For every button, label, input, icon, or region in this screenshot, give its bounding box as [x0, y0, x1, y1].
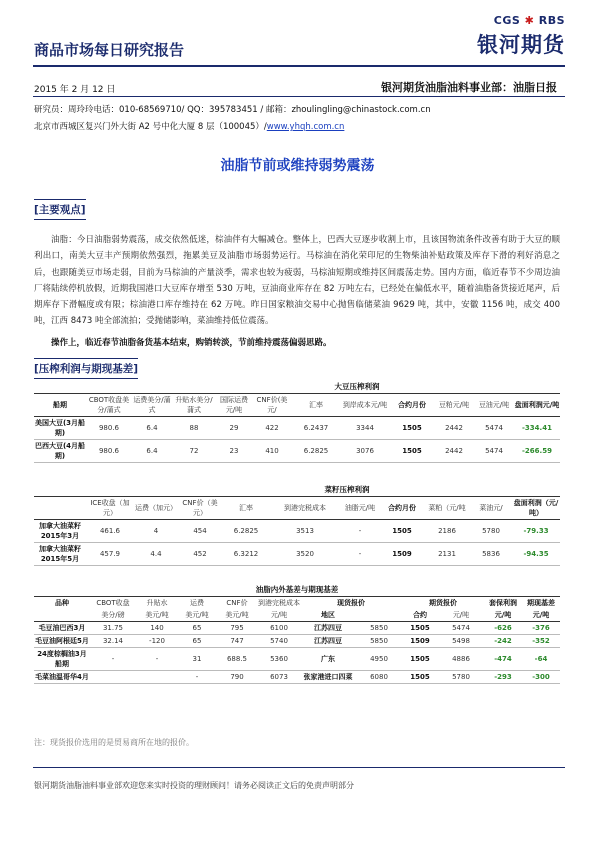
- table-cell: 江苏四豆: [300, 622, 356, 635]
- table-cell: 5836: [470, 543, 512, 566]
- table-cell: -: [136, 648, 178, 671]
- table-cell: 5498: [438, 635, 484, 648]
- table-cell: 5474: [438, 622, 484, 635]
- soy-crush-table: [34, 381, 560, 463]
- col-header: 期现基差: [522, 597, 560, 610]
- table-row: [34, 543, 560, 566]
- table-cell: -626: [484, 622, 522, 635]
- table-cell: 6.4: [132, 440, 172, 463]
- table-row: [34, 440, 560, 463]
- basis-table: [34, 584, 560, 684]
- table-cell: 巴西大豆(4月船期): [34, 440, 86, 463]
- table-cell: 1505: [390, 417, 434, 440]
- table-cell: 5850: [356, 622, 402, 635]
- col-header: 豆粕元/吨: [434, 394, 474, 417]
- col-subheader: 元/吨: [258, 609, 300, 622]
- col-subheader: 美元/吨: [136, 609, 178, 622]
- table-cell: 65: [178, 635, 216, 648]
- table-row: [34, 622, 560, 635]
- table-cell: 6.2825: [222, 520, 270, 543]
- table-cell: 29: [216, 417, 252, 440]
- table-cell: 5740: [258, 635, 300, 648]
- table-cell: 1509: [380, 543, 424, 566]
- table-row: [34, 417, 560, 440]
- table-cell: -: [340, 543, 380, 566]
- col-header: 到岸成本元/吨: [340, 394, 390, 417]
- col-subheader: 美分/磅: [90, 609, 136, 622]
- table-cell: 4: [134, 520, 178, 543]
- table-cell: -94.35: [512, 543, 560, 566]
- rapeseed-table-title: 菜籽压榨利润: [324, 485, 370, 494]
- col-subheader: 元/吨: [438, 609, 484, 622]
- table-cell: -120: [136, 635, 178, 648]
- col-header: ICE收盘（加元）: [86, 497, 134, 520]
- table-cell: 980.6: [86, 440, 132, 463]
- col-header: CBOT收盘: [90, 597, 136, 610]
- table-cell: 2442: [434, 417, 474, 440]
- col-header: 品种: [34, 597, 90, 610]
- address-line: [34, 120, 344, 132]
- logo-block: [477, 14, 565, 59]
- table-cell: -376: [522, 622, 560, 635]
- table-cell: 6.3212: [222, 543, 270, 566]
- col-header: 菜粕（元/吨: [424, 497, 470, 520]
- col-header: 现货报价: [300, 597, 402, 610]
- col-header: 合约月份: [380, 497, 424, 520]
- table-cell: 790: [216, 671, 258, 684]
- col-header: CNF价: [216, 597, 258, 610]
- table-cell: -64: [522, 648, 560, 671]
- col-subheader: 合约: [402, 609, 438, 622]
- table-cell: 795: [216, 622, 258, 635]
- col-header: 汇率: [222, 497, 270, 520]
- table-cell: 410: [252, 440, 292, 463]
- table-cell: 1505: [402, 671, 438, 684]
- table-cell: -266.59: [514, 440, 560, 463]
- col-header: 到港完税成本: [258, 597, 300, 610]
- col-header: CNF价(美元/: [252, 394, 292, 417]
- table-cell: 747: [216, 635, 258, 648]
- table-cell: 毛豆油阿根廷5月: [34, 635, 90, 648]
- table-cell: -: [340, 520, 380, 543]
- footer-disclaimer: 银河期货油脂油料事业部欢迎您来实时投资的理财顾问！请务必阅读正文后的免责声明部分: [34, 781, 354, 790]
- table-cell: -: [178, 671, 216, 684]
- col-header: CNF价（美元）: [178, 497, 222, 520]
- table-cell: 23: [216, 440, 252, 463]
- report-series-title: 商品市场每日研究报告: [34, 41, 185, 59]
- table-cell: 6.2437: [292, 417, 340, 440]
- table-cell: 6100: [258, 622, 300, 635]
- table-cell: 4886: [438, 648, 484, 671]
- table-cell: 5850: [356, 635, 402, 648]
- table-cell: [90, 671, 136, 684]
- table-cell: 32.14: [90, 635, 136, 648]
- col-header: 运费: [178, 597, 216, 610]
- col-subheader: 地区: [300, 609, 356, 622]
- col-header: 期货报价: [402, 597, 484, 610]
- cgs-rbs-logo: [477, 14, 565, 27]
- main-view-paragraph: 油脂：今日油脂弱势震荡，成交依然低迷，棕油伴有大幅减仓。整体上，巴西大豆逐步收割上市，且该国物流条件改善有助于大豆的顺利出口，南美大豆丰产预期依然强烈，拖累美豆及油脂市场弱势运行。马棕油在消化荣印尼的生物柴油补贴政策及库存下滑的利好消息之后，也跟随美豆市场走弱，目前为马棕油的产量淡季，需求也较为疲弱，马棕油短期或维持区间震荡走势。国内方面，临近春节不少周边油厂将陆续停机放假，近期我国港口大豆库存增至 530 万吨，豆油商业库存在 82 万吨左右，已经处在偏低水平，随着油脂备货接近尾声，后期库存下滑幅度或有限；棕油港口库存维持在 62 万吨。昨日国家粮油交易中心抛售临储菜油 9629 吨，其中，安徽 1156 吨，成交 400 吨，江西 8473 吨全部流拍；受抛储影响，菜油维持低位震荡。: [34, 235, 560, 327]
- table-cell: 2442: [434, 440, 474, 463]
- table-cell: 加拿大油菜籽2015年3月: [34, 520, 86, 543]
- info-rule: [33, 96, 565, 97]
- table-cell: 461.6: [86, 520, 134, 543]
- cgs-logo: CGS: [493, 14, 521, 27]
- table-cell: -79.33: [512, 520, 560, 543]
- table-cell: -334.41: [514, 417, 560, 440]
- table-cell: 3513: [270, 520, 340, 543]
- address-text: 北京市西城区复兴门外大街 A2 号中化大厦 8 层（100045）/: [34, 122, 267, 132]
- basis-table-header: [34, 597, 560, 610]
- table-cell: 美国大豆(3月船期): [34, 417, 86, 440]
- logo-separator-icon: ✱: [524, 14, 539, 27]
- table-cell: 5780: [470, 520, 512, 543]
- rapeseed-table-header: [34, 497, 560, 520]
- col-header: 汇率: [292, 394, 340, 417]
- table-cell: -352: [522, 635, 560, 648]
- table-cell: -242: [484, 635, 522, 648]
- table-cell: 4950: [356, 648, 402, 671]
- table-row: [34, 671, 560, 684]
- table-cell: 88: [172, 417, 216, 440]
- footer-rule: [33, 767, 565, 768]
- col-header: 到港完税成本: [270, 497, 340, 520]
- table-row: [34, 635, 560, 648]
- table-row: [34, 520, 560, 543]
- table-cell: -300: [522, 671, 560, 684]
- table-cell: 6073: [258, 671, 300, 684]
- header-rule: [33, 65, 565, 67]
- table-cell: 张家港进口四菜: [300, 671, 356, 684]
- basis-table-subheader: [34, 609, 560, 622]
- table-cell: 加拿大油菜籽2015年5月: [34, 543, 86, 566]
- col-header: 菜油元/: [470, 497, 512, 520]
- col-header: 国际运费元/吨: [216, 394, 252, 417]
- table-cell: 1505: [380, 520, 424, 543]
- table-cell: 452: [178, 543, 222, 566]
- table-cell: 422: [252, 417, 292, 440]
- table-cell: 72: [172, 440, 216, 463]
- table-cell: 毛豆油巴西3月: [34, 622, 90, 635]
- table-cell: [136, 671, 178, 684]
- col-subheader: 美元/吨: [216, 609, 258, 622]
- col-subheader: [34, 609, 90, 622]
- section-heading-main-view: [主要观点]: [34, 199, 86, 220]
- table-cell: 1505: [402, 648, 438, 671]
- table-cell: 2131: [424, 543, 470, 566]
- researcher-info: 研究员：周玲玲电话：010-68569710/ QQ：395783451 / 邮箱：zhoulingling@chinastock.com.cn: [34, 105, 431, 115]
- table-cell: 31: [178, 648, 216, 671]
- website-link[interactable]: www.yhqh.com.cn: [266, 122, 345, 132]
- col-header: 油脂元/吨: [340, 497, 380, 520]
- table-cell: 3076: [340, 440, 390, 463]
- col-header: 合约月份: [390, 394, 434, 417]
- table-row: [34, 648, 560, 671]
- col-header: [34, 497, 86, 520]
- table-cell: 1505: [402, 622, 438, 635]
- table-cell: 6080: [356, 671, 402, 684]
- table-cell: 688.5: [216, 648, 258, 671]
- soy-table-header: [34, 394, 560, 417]
- table-cell: 江苏四豆: [300, 635, 356, 648]
- col-header: CBOT收盘美分/蒲式: [86, 394, 132, 417]
- table-cell: 4.4: [134, 543, 178, 566]
- table-cell: 3520: [270, 543, 340, 566]
- conclusion-text: 操作上，临近春节油脂备货基本结束，购销转淡，节前维持震荡偏弱思路。: [51, 338, 332, 348]
- brand-name: 银河期货: [477, 33, 565, 57]
- table-cell: 457.9: [86, 543, 134, 566]
- table-cell: 980.6: [86, 417, 132, 440]
- col-subheader: 美元/吨: [178, 609, 216, 622]
- col-header: 升贴水美分/蒲式: [172, 394, 216, 417]
- table-cell: 6.4: [132, 417, 172, 440]
- main-title: 油脂节前或维持弱势震荡: [220, 158, 375, 174]
- table-cell: 广东: [300, 648, 356, 671]
- report-date: 2015 年 2 月 12 日: [34, 85, 116, 95]
- table-cell: 毛菜油温哥华4月: [34, 671, 90, 684]
- table-cell: 140: [136, 622, 178, 635]
- table-cell: 3344: [340, 417, 390, 440]
- table-cell: -293: [484, 671, 522, 684]
- col-header: 盘面利润元/吨: [514, 394, 560, 417]
- col-subheader: 元/吨: [522, 609, 560, 622]
- table-cell: 65: [178, 622, 216, 635]
- col-header: 盘面利润（元/吨）: [512, 497, 560, 520]
- col-subheader: 元/吨: [484, 609, 522, 622]
- col-header: 豆油元/吨: [474, 394, 514, 417]
- table-cell: 5474: [474, 417, 514, 440]
- table-note: 注：现货报价选用的是贸易商所在地的报价。: [34, 738, 194, 747]
- table-cell: 5474: [474, 440, 514, 463]
- table-cell: -: [90, 648, 136, 671]
- col-subheader: [356, 609, 402, 622]
- col-header: 船期: [34, 394, 86, 417]
- table-cell: 6.2825: [292, 440, 340, 463]
- table-cell: 454: [178, 520, 222, 543]
- rbs-logo: RBS: [538, 14, 565, 27]
- col-header: 升贴水: [136, 597, 178, 610]
- table-cell: 2186: [424, 520, 470, 543]
- table-cell: 5360: [258, 648, 300, 671]
- rapeseed-crush-table: [34, 484, 560, 566]
- table-cell: 1509: [402, 635, 438, 648]
- col-header: 运费美分/蒲式: [132, 394, 172, 417]
- department-title: 银河期货油脂油料事业部：油脂日报: [381, 81, 557, 94]
- table-cell: 31.75: [90, 622, 136, 635]
- soy-table-title: 大豆压榨利润: [334, 382, 380, 391]
- section-heading-crush-basis: [压榨利润与期现基差]: [34, 358, 138, 379]
- col-header: 运费（加元）: [134, 497, 178, 520]
- col-header: 套保利润: [484, 597, 522, 610]
- table-cell: 24度棕榈油3月船期: [34, 648, 90, 671]
- basis-table-title: 油脂内外基差与期现基差: [255, 585, 339, 594]
- table-cell: 1505: [390, 440, 434, 463]
- table-cell: -474: [484, 648, 522, 671]
- table-cell: 5780: [438, 671, 484, 684]
